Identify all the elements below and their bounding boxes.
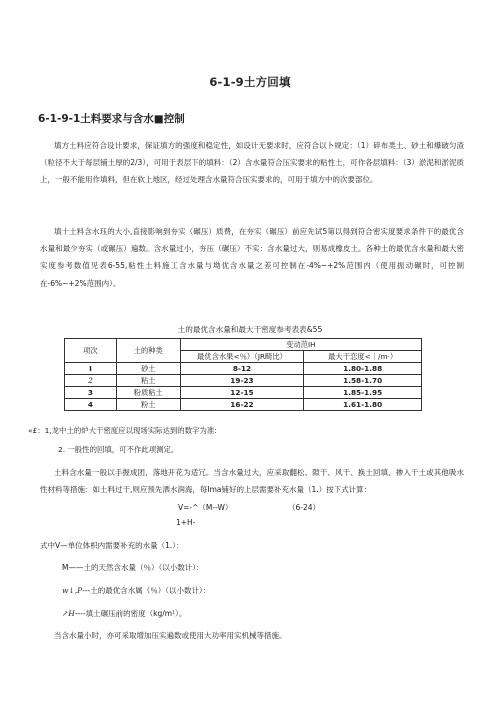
paragraph-adjust-water: 土料含水量一般以手握成团，落地开花为适冗。当含水量过大，应采取翻松、隙干、风干、换土回填、掺入干土或其他吸水性材料等措施：如土料过干,则应预先洒水润海，每Ima铺好的上层需要补充水量（1.）按下式计算： bbox=[40, 468, 464, 495]
paragraph-water-content: 填十土料含水珏的大小,直接影响到夯实（碾压）质费，在夯实（碾压）前应先试5第以得到符合密实度要求条件下的最优含水量和最少夯实（或碾压）遍数。含水量过小，夯压（碾压）不实：含水量过大，则易成橡皮土。各种土的最优含水量和最大密实度参考数值见表6-55,粘性土料施工含水量与坳优含水量之差可控制在-4%~+2%范围内（使用振动碾时，可控制在-6%~+2%范围内）。 bbox=[40, 227, 464, 288]
paragraph-fill-material: 填方土料应符合设计要求，保证填方的强度和稳定性，如设计无要求时，应符合以卜规定：（1）碎布类土、砂土和爆破匀渣（粒径不大于每层铺土厚的2/3），可用于表层下的填料：（2）含水量符合压实要求的粘性土，可作各层填料：（3）淤泥和淤泥质上，一般不能用作填料，但在软上地区，经过处理含水量符合压实要求的，可用于填方中的次要部位。 bbox=[40, 141, 464, 185]
reference-table bbox=[64, 338, 422, 411]
cell-index: 4 bbox=[65, 399, 117, 411]
formula-number: （6-24） bbox=[288, 503, 321, 512]
paragraph-closing: 当含水量小时，亦可采取增加压实遍数或使用大功率用实机械等措施。 bbox=[54, 631, 287, 640]
subsection-title: 6-1-9-1土料要求与含水■控制 bbox=[38, 113, 185, 125]
header-soil-type: 土的种类 bbox=[116, 339, 180, 363]
cell-index: 2 bbox=[65, 375, 117, 387]
definition-m: M——土的天然含水量（％）（以小数计）： bbox=[62, 563, 204, 572]
table-caption: 土的最优含水量和最大干密度参考表表&55 bbox=[177, 325, 323, 334]
table-row bbox=[65, 363, 422, 375]
header-optimal-water: 最优含水果<％）（JR畸比） bbox=[180, 351, 304, 363]
header-range-group: 变动范IH bbox=[180, 339, 421, 351]
cell-soil-type: 粉质粘土 bbox=[116, 387, 180, 399]
definition-wp-text: ---土的最优含水属（％）（以小数计）： bbox=[82, 586, 211, 595]
section-title: 6-1-9土方回填 bbox=[209, 75, 291, 89]
symbol-rho: ↗H bbox=[62, 609, 75, 618]
cell-soil-type: 粉土 bbox=[116, 399, 180, 411]
cell-water: 19-23 bbox=[180, 375, 304, 387]
cell-water: 16-22 bbox=[180, 399, 304, 411]
cell-water: 12-15 bbox=[180, 387, 304, 399]
formula-numerator: V=-^（M--W） bbox=[178, 503, 233, 512]
cell-density: 1.61-1.80 bbox=[304, 399, 422, 411]
cell-density: 1.85-1.95 bbox=[304, 387, 422, 399]
cell-index: 3 bbox=[65, 387, 117, 399]
table-row bbox=[65, 387, 422, 399]
definition-rho-text: ----填土碾压前的密度（kg/m¹）。 bbox=[74, 609, 187, 618]
formula-denominator: 1+H- bbox=[176, 518, 196, 527]
definition-wp bbox=[62, 585, 210, 596]
table-note-item: 2. 一般性的回填，可不作此项测定。 bbox=[58, 445, 179, 454]
definition-v: 式中V—单位体枳内需要补充的水量（1.）： bbox=[40, 541, 184, 550]
cell-density: 1.58-1.70 bbox=[304, 375, 422, 387]
cell-density: 1.80-1.88 bbox=[304, 363, 422, 375]
cell-soil-type: 砂土 bbox=[116, 363, 180, 375]
symbol-wp: w↓,P bbox=[62, 586, 83, 595]
definition-rho bbox=[62, 608, 186, 619]
table-note: «£：1,龙中土的炉大干密度应以现场实际达到的数字为准: bbox=[28, 426, 217, 435]
cell-water: 8-12 bbox=[180, 363, 304, 375]
cell-soil-type: 粘土 bbox=[116, 375, 180, 387]
cell-index: I bbox=[65, 363, 117, 375]
header-index: 项次 bbox=[65, 339, 117, 363]
table-row bbox=[65, 375, 422, 387]
table-row bbox=[65, 399, 422, 411]
header-max-density: 最大干恋度<｜/m·） bbox=[304, 351, 422, 363]
